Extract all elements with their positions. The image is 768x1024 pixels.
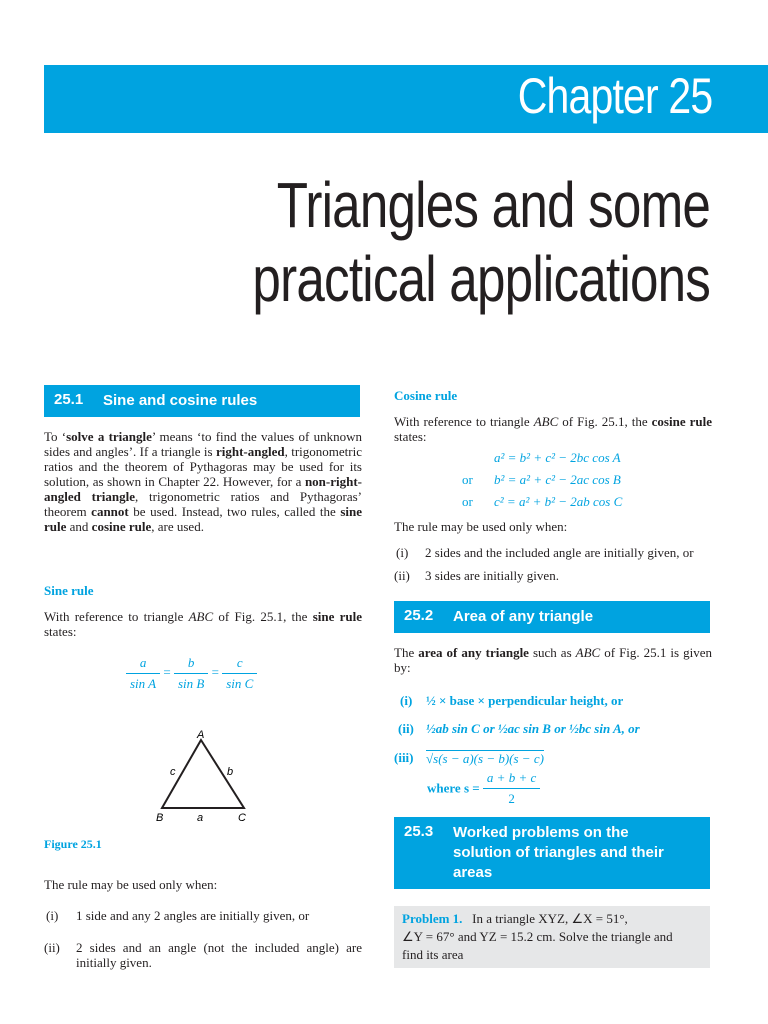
chapter-title-line-1: Triangles and some [276, 169, 710, 241]
or-label-2: or [462, 494, 473, 509]
side-a-label: a [197, 812, 204, 824]
term-cosine-rule: cosine rule [91, 519, 152, 534]
problem-1-box [394, 906, 710, 968]
sine-conditions-intro: The rule may be used only when: [44, 877, 218, 892]
section-title-line-3: areas [453, 864, 493, 881]
area-text: The area of any triangle such as ABC of Fig. 25.1 is given by: [394, 645, 712, 675]
sine-rule-heading: Sine rule [44, 583, 94, 598]
cosine-conditions-intro: The rule may be used only when: [394, 519, 568, 534]
vertex-b-label: B [156, 812, 164, 824]
section-title-line-1: Worked problems on the [453, 824, 629, 841]
section-25-3-header [394, 817, 710, 889]
chapter-band [44, 65, 768, 133]
sine-condition-2: (ii) 2 sides and an angle (not the included angle) are initially given. [44, 940, 362, 970]
term-non-right-angled: non-right-angled triangle [44, 474, 362, 504]
section-number: 25.1 [54, 391, 84, 408]
term-solve-a-triangle: solve a triangle [66, 429, 152, 444]
section-number: 25.3 [404, 823, 434, 840]
problem-1-line-2: ∠Y = 67° and YZ = 15.2 cm. Solve the triangle and [402, 929, 673, 944]
section-title: Area of any triangle [453, 608, 594, 625]
term-cannot: cannot [91, 504, 129, 519]
sine-rule-formula: $\frac{a}{\text{sin A}}$ = $\frac{b}{\text{sin B}}$ = $\frac{c}{\text{sin C}}$ [126, 655, 257, 692]
cosine-eq-3: c² = a² + b² − 2ab cos C [494, 494, 623, 509]
cosine-rule-heading: Cosine rule [394, 388, 458, 403]
section-25-1-header [44, 385, 360, 417]
sine-rule-text: With reference to triangle ABC of Fig. 25.1, the sine rule states: [44, 609, 362, 639]
section-title-line-2: solution of triangles and their [453, 844, 664, 861]
chapter-title [252, 168, 710, 316]
chapter-title-line-2: practical applications [252, 243, 710, 315]
term-sine-rule: sine rule [44, 504, 363, 534]
problem-1-line-1: Problem 1. In a triangle XYZ, ∠X = 51°, [402, 911, 628, 926]
figure-triangle [140, 724, 270, 830]
cosine-eq-2: b² = a² + c² − 2ac cos B [494, 472, 621, 487]
cosine-rule-text: With reference to triangle ABC of Fig. 25.1, the cosine rule states: [394, 414, 712, 444]
problem-label: Problem 1. [402, 911, 463, 926]
term-right-angled: right-angled [215, 444, 285, 459]
chapter-label: Chapter 25 [517, 68, 712, 124]
cosine-eq-1: a² = b² + c² − 2bc cos A [494, 450, 621, 465]
or-label-1: or [462, 472, 473, 487]
section-25-2-header [394, 601, 710, 633]
figure-caption: Figure 25.1 [44, 837, 102, 851]
side-b-label: b [227, 766, 234, 778]
problem-1-line-3: find its area [402, 947, 464, 962]
side-c-label: c [170, 766, 176, 778]
section-25-1-intro: To ‘solve a triangle’ means ‘to find the values of unknown sides and angles’. If a triangle is right-angled, trigonometric ratios and the theorem of Pythagoras may be used for its solution, as shown in Chapter 22. However, for a non-right-angled triangle, trigonometric ratios and Pythagoras’ theorem cannot be used. Instead, two rules, called the sine rule and cosine rule, are used. [44, 429, 363, 534]
section-title: Sine and cosine rules [103, 392, 258, 409]
where-s-formula: where s = $\frac{a + b + c}{2}$ [427, 770, 540, 807]
vertex-a-label: A [197, 729, 205, 741]
section-number: 25.2 [404, 607, 434, 624]
vertex-c-label: C [238, 812, 246, 824]
